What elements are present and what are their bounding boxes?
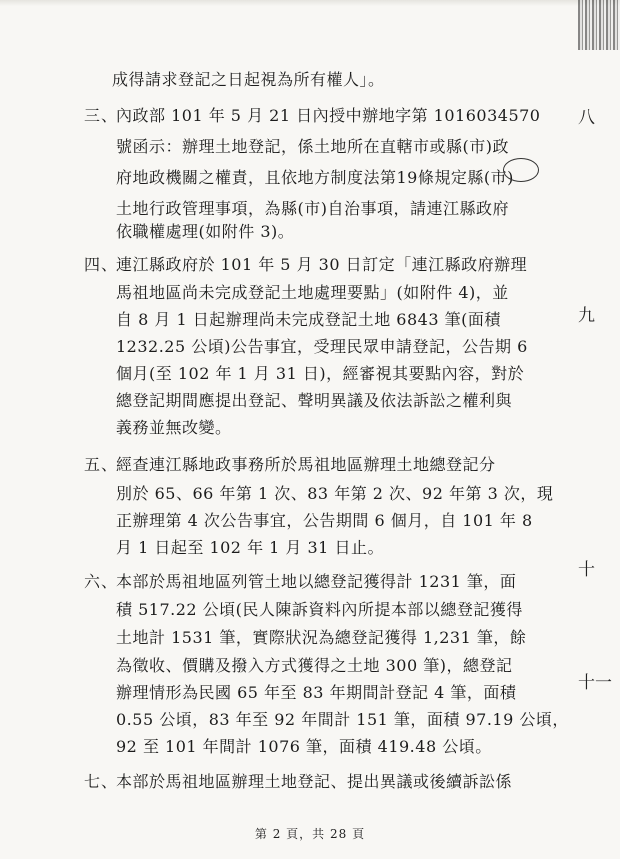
page-footer: 第 2 頁，共 28 頁 <box>254 827 366 841</box>
item-3-line-5: 依職權處理(如附件 3)。 <box>116 222 295 241</box>
item-5-line-3: 正辦理第 4 次公告事宜，公告期間 6 個月，自 101 年 8 <box>116 511 533 530</box>
item-6-line-4: 為徵收、價購及撥入方式獲得之土地 300 筆)，總登記 <box>116 656 513 675</box>
item-3-line-4: 土地行政管理事項，為縣(市)自治事項，請連江縣政府 <box>116 199 509 218</box>
item-4-line-7: 義務並無改變。 <box>116 418 232 437</box>
item-6-line-2: 積 517.22 公頃(民人陳訴資料內所提本部以總登記獲得 <box>116 600 523 619</box>
item-6-line-3: 土地計 1531 筆，實際狀況為總登記獲得 1,231 筆，餘 <box>116 628 527 647</box>
item-6-line-5: 辦理情形為民國 65 年至 83 年期間計登記 4 筆，面積 <box>116 683 517 702</box>
item-5-line-4: 月 1 日起至 102 年 1 月 31 日止。 <box>116 538 384 557</box>
margin-mark-9: 九 <box>578 306 595 326</box>
item-6-line-7: 92 至 101 年間計 1076 筆，面積 419.48 公頃。 <box>116 737 492 756</box>
margin-mark-11: 十一 <box>578 673 612 693</box>
pen-mark <box>503 158 539 182</box>
intro-line: 成得請求登記之日起視為所有權人」。 <box>112 70 385 89</box>
item-3-line-2: 號函示：辦理土地登記，係土地所在直轄市或縣(市)政 <box>116 137 509 156</box>
item-label-4: 四、 <box>84 255 119 274</box>
item-7-line-1: 本部於馬祖地區辦理土地登記、提出異議或後續訴訟係 <box>116 772 513 791</box>
item-4-line-2: 馬祖地區尚未完成登記土地處理要點」(如附件 4)，並 <box>116 283 509 302</box>
item-6-line-1: 本部於馬祖地區列管土地以總登記獲得計 1231 筆，面 <box>116 572 517 591</box>
scan-shadow <box>0 0 620 6</box>
item-4-line-4: 1232.25 公頃)公告事宜，受理民眾申請登記，公告期 6 <box>116 337 528 356</box>
item-label-3: 三、 <box>84 106 119 125</box>
item-4-line-3: 自 8 月 1 日起辦理尚未完成登記土地 6843 筆(面積 <box>116 310 501 329</box>
item-5-line-1: 經查連江縣地政事務所於馬祖地區辦理土地總登記分 <box>116 455 496 474</box>
item-label-7: 七、 <box>84 772 119 791</box>
scan-artifact <box>578 0 620 50</box>
item-3-line-3: 府地政機關之權責，且依地方制度法第19條規定縣(市) <box>116 168 514 187</box>
margin-mark-8: 八 <box>578 108 595 128</box>
item-4-line-6: 總登記期間應提出登記、聲明異議及依法訴訟之權利與 <box>116 391 513 410</box>
item-label-6: 六、 <box>84 572 119 591</box>
margin-mark-10: 十 <box>578 560 595 580</box>
item-3-line-1: 內政部 101 年 5 月 21 日內授中辦地字第 1016034570 <box>116 106 541 125</box>
item-4-line-5: 個月(至 102 年 1 月 31 日)，經審視其要點內容，對於 <box>116 364 525 383</box>
item-4-line-1: 連江縣政府於 101 年 5 月 30 日訂定「連江縣政府辦理 <box>116 255 528 274</box>
item-5-line-2: 別於 65、66 年第 1 次、83 年第 2 次、92 年第 3 次，現 <box>116 484 554 503</box>
item-label-5: 五、 <box>84 455 119 474</box>
item-6-line-6: 0.55 公頃，83 年至 92 年間計 151 筆，面積 97.19 公頃， <box>116 710 569 729</box>
